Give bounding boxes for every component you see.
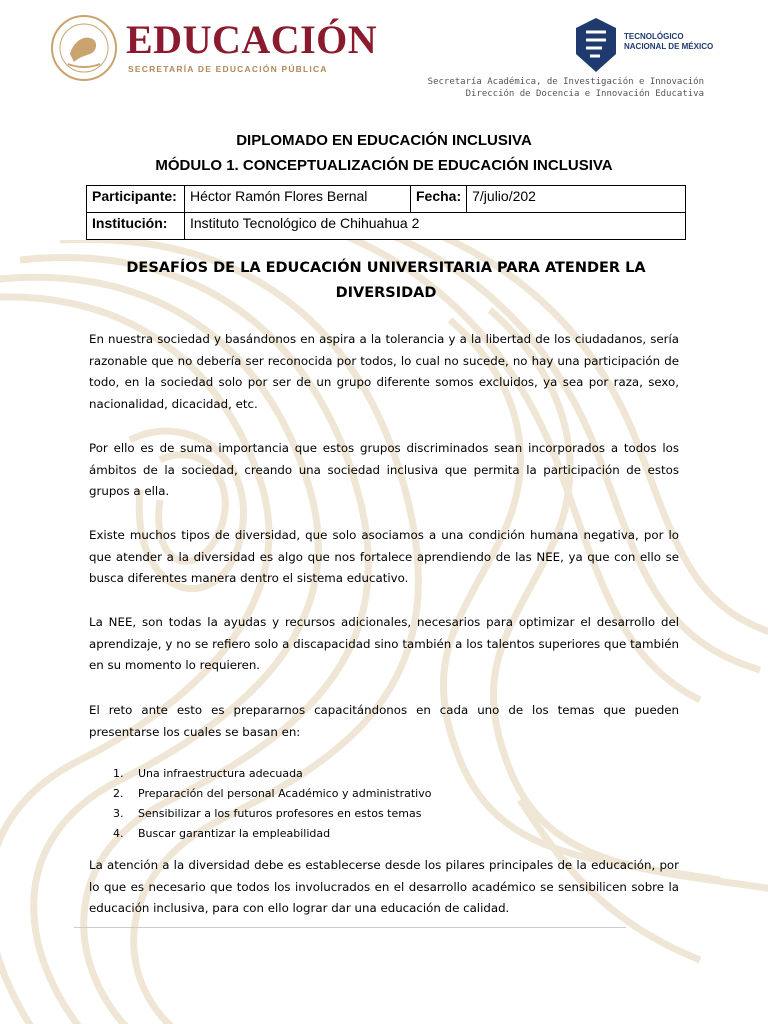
list-item [113, 764, 431, 784]
tecnm-name [624, 32, 713, 52]
list-number: 4. [113, 827, 124, 840]
list-text: Buscar garantizar la empleabilidad [138, 827, 331, 840]
institucion-value: Instituto Tecnológico de Chihuahua 2 [185, 213, 686, 240]
institucion-label: Institución: [87, 213, 185, 240]
participante-label: Participante: [87, 186, 185, 213]
modulo-title: MÓDULO 1. CONCEPTUALIZACIÓN DE EDUCACIÓN INCLUSIVA [155, 157, 613, 174]
diplomado-title: DIPLOMADO EN EDUCACIÓN INCLUSIVA [236, 132, 532, 149]
paragraph-1: En nuestra sociedad y basándonos en aspira a la tolerancia y a la libertad de los ciudadanos, sería razonable que no debería ser reconocida por todos, lo cual no sucede, no hay una participación de todo, en la sociedad solo por ser de un grupo diferente somos excluidos, ya sea por raza, sexo, nacionalidad, dicacidad, etc. [89, 332, 679, 411]
fecha-label: Fecha: [411, 186, 467, 213]
paragraph-2: Por ello es de suma importancia que estos grupos discriminados sean incorporados a todos los ámbitos de la sociedad, creando una sociedad inclusiva que permita la participación de estos grupos a ella. [89, 441, 679, 498]
secretaria-line1: Secretaría Académica, de Investigación e Innovación [427, 77, 704, 87]
fecha-value: 7/julio/202 [467, 186, 686, 213]
list-item [113, 784, 431, 804]
participant-info-table [86, 185, 686, 240]
mexico-eagle-seal-icon [50, 14, 118, 82]
paragraph-4: La NEE, son todas la ayudas y recursos adicionales, necesarios para optimizar el desarrollo del aprendizaje, y no se refiero solo a discapacidad sino también a los talentos superiores que también en su momento lo requieren. [89, 615, 679, 672]
edu-title: EDUCACIÓN [126, 17, 378, 62]
tecnm-logo-icon [572, 16, 620, 74]
list-number: 3. [113, 807, 124, 820]
list-text: Preparación del personal Académico y administrativo [138, 787, 432, 800]
challenges-list [113, 764, 431, 844]
secretaria-block [428, 76, 704, 100]
list-number: 1. [113, 767, 124, 780]
list-text: Sensibilizar a los futuros profesores en estos temas [138, 807, 422, 820]
paragraph-6: La atención a la diversidad debe es establecerse desde los pilares principales de la educación, por lo que es necesario que todos los involucrados en el desarrollo académico se sensibilicen sobre la educación inclusiva, para con ello lograr dar una educación de calidad. [89, 858, 679, 915]
table-row [87, 213, 686, 240]
divider [74, 927, 626, 928]
essay-heading: DESAFÍOS DE LA EDUCACIÓN UNIVERSITARIA PARA ATENDER LA DIVERSIDAD [126, 260, 646, 301]
list-text: Una infraestructura adecuada [138, 767, 303, 780]
list-item [113, 824, 431, 844]
paragraph-5: El reto ante esto es prepararnos capacitándonos en cada uno de los temas que pueden presentarse los cuales se basan en: [89, 703, 679, 739]
list-item [113, 804, 431, 824]
edu-subtitle: SECRETARÍA DE EDUCACIÓN PÚBLICA [128, 64, 328, 74]
tecnm-name-line2: NACIONAL DE MÉXICO [624, 42, 714, 51]
paragraph-3: Existe muchos tipos de diversidad, que solo asociamos a una condición humana negativa, por lo que atender a la diversidad es algo que nos fortalece aprendiendo de las NEE, ya que con ello se busca diferentes manera dentro el sistema educativo. [89, 528, 679, 585]
secretaria-line2: Dirección de Docencia e Innovación Educativa [465, 89, 704, 99]
participante-value: Héctor Ramón Flores Bernal [185, 186, 411, 213]
list-number: 2. [113, 787, 124, 800]
table-row [87, 186, 686, 213]
tecnm-name-line1: TECNOLÓGICO [624, 32, 684, 41]
